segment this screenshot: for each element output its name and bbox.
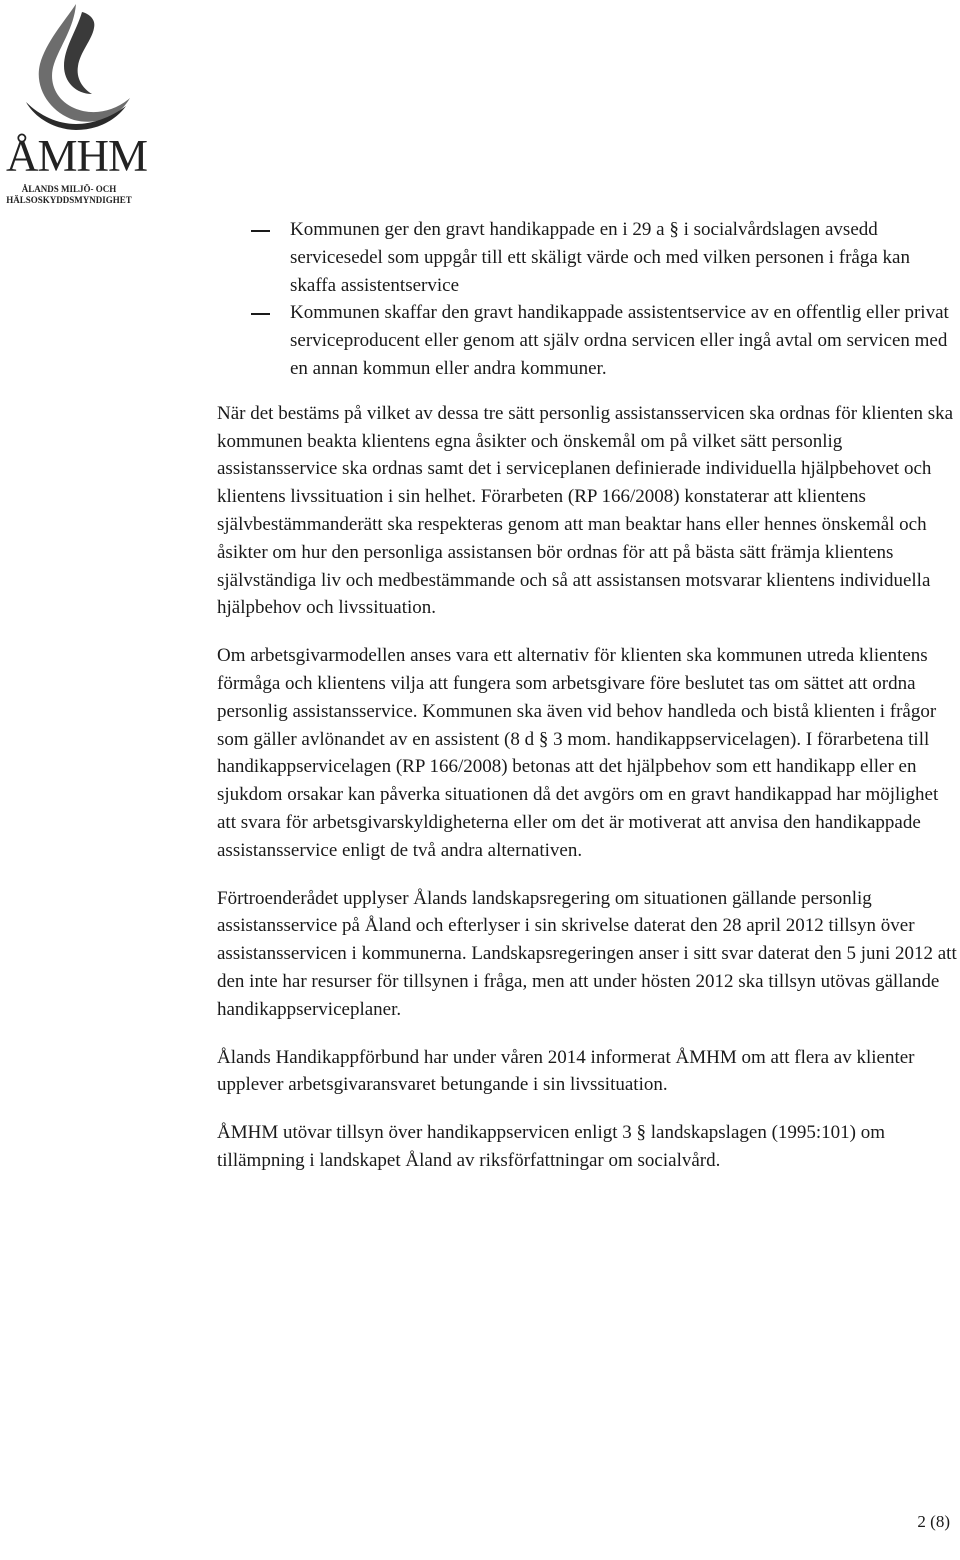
logo-wordmark: ÅMHM [6,131,148,181]
logo-subtitle-line-2: HÄLSOSKYDDSMYNDIGHET [6,195,132,205]
paragraph: Förtroenderådet upplyser Ålands landskapsregering om situationen gällande personlig assistansservice på Åland och efterlyser i sin skrivelse daterat den 28 april 2012 tillsyn över assistansservicen i kommunerna. Landskapsregeringen anser i sitt svar daterat den 5 juni 2012 att den inte har resurser för tillsynen i fråga, men att under hösten 2012 ska tillsyn utövas gällande handikappserviceplaner. [217,887,957,1020]
paragraph: Om arbetsgivarmodellen anses vara ett alternativ för klienten ska kommunen utreda klientens förmåga och klientens vilja att fungera som arbetsgivare före beslutet tas om sättet att ordna personlig assistansservice. Kommunen ska även vid behov handleda och bistå klienten i frågor som gäller avlönandet av en assistent (8 d § 3 mom. handikappservicelagen). I förarbetena till handikappservicelagen (RP 166/2008) betonas att det hjälpbehov som ett handikapp eller en sjukdom orsakar kan påverka situationen då det avgörs om en gravt handikappad har möjlighet att svara för arbetsgivarskyldigheterna eller om det är motiverat att anvisa den handikappade assistansservice enligt de två andra alternativen. [217,645,939,861]
paragraph: När det bestäms på vilket av dessa tre sätt personlig assistansservicen ska ordnas för klienten ska kommunen beakta klientens egna åsikter och önskemål om på vilket sätt personlig assistansservice ska ordnas samt det i serviceplanen definierade individuella hjälpbehovet och klientens livssituation i sin helhet. Förarbeten (RP 166/2008) konstaterar att klientens självbestämmanderätt ska respekteras genom att man beaktar hans eller hennes önskemål och åsikter om hur den personliga assistansen bör ordnas för att på bästa sätt främja klientens självständiga liv och medbestämmande och så att assistansen motsvarar klientens individuella hjälpbehov och livssituation. [217,402,954,619]
logo-subtitle-line-1: ÅLANDS MILJÖ- OCH [21,184,117,194]
bullet-text: Kommunen ger den gravt handikappade en i 29 a § i socialvårdslagen avsedd servicesedel som uppgår till ett skäligt värde och med vilken personen i fråga kan skaffa assistentservice [290,219,910,296]
list-item [290,299,957,382]
document-body [217,216,957,1175]
amhm-logo [6,2,148,206]
paragraph: ÅMHM utövar tillsyn över handikappservicen enligt 3 § landskapslagen (1995:101) om tillämpning i landskapet Åland av riksförfattningar om socialvård. [217,1122,886,1171]
dash-bullet-icon [251,230,270,232]
dash-bullet-icon [251,313,270,315]
paragraph: Ålands Handikappförbund har under våren 2014 informerat ÅMHM om att flera av klienter upplever arbetsgivaransvaret betungande i sin livssituation. [217,1046,915,1096]
list-item [290,216,957,299]
flame-logo-icon [6,2,132,134]
page-number: 2 (8) [917,1512,950,1531]
bullet-list [217,216,957,383]
bullet-text: Kommunen skaffar den gravt handikappade assistentservice av en offentlig eller privat serviceproducent eller genom att själv ordna servicen eller ingå avtal om servicen med en annan kommun eller andra kommuner. [290,302,949,379]
